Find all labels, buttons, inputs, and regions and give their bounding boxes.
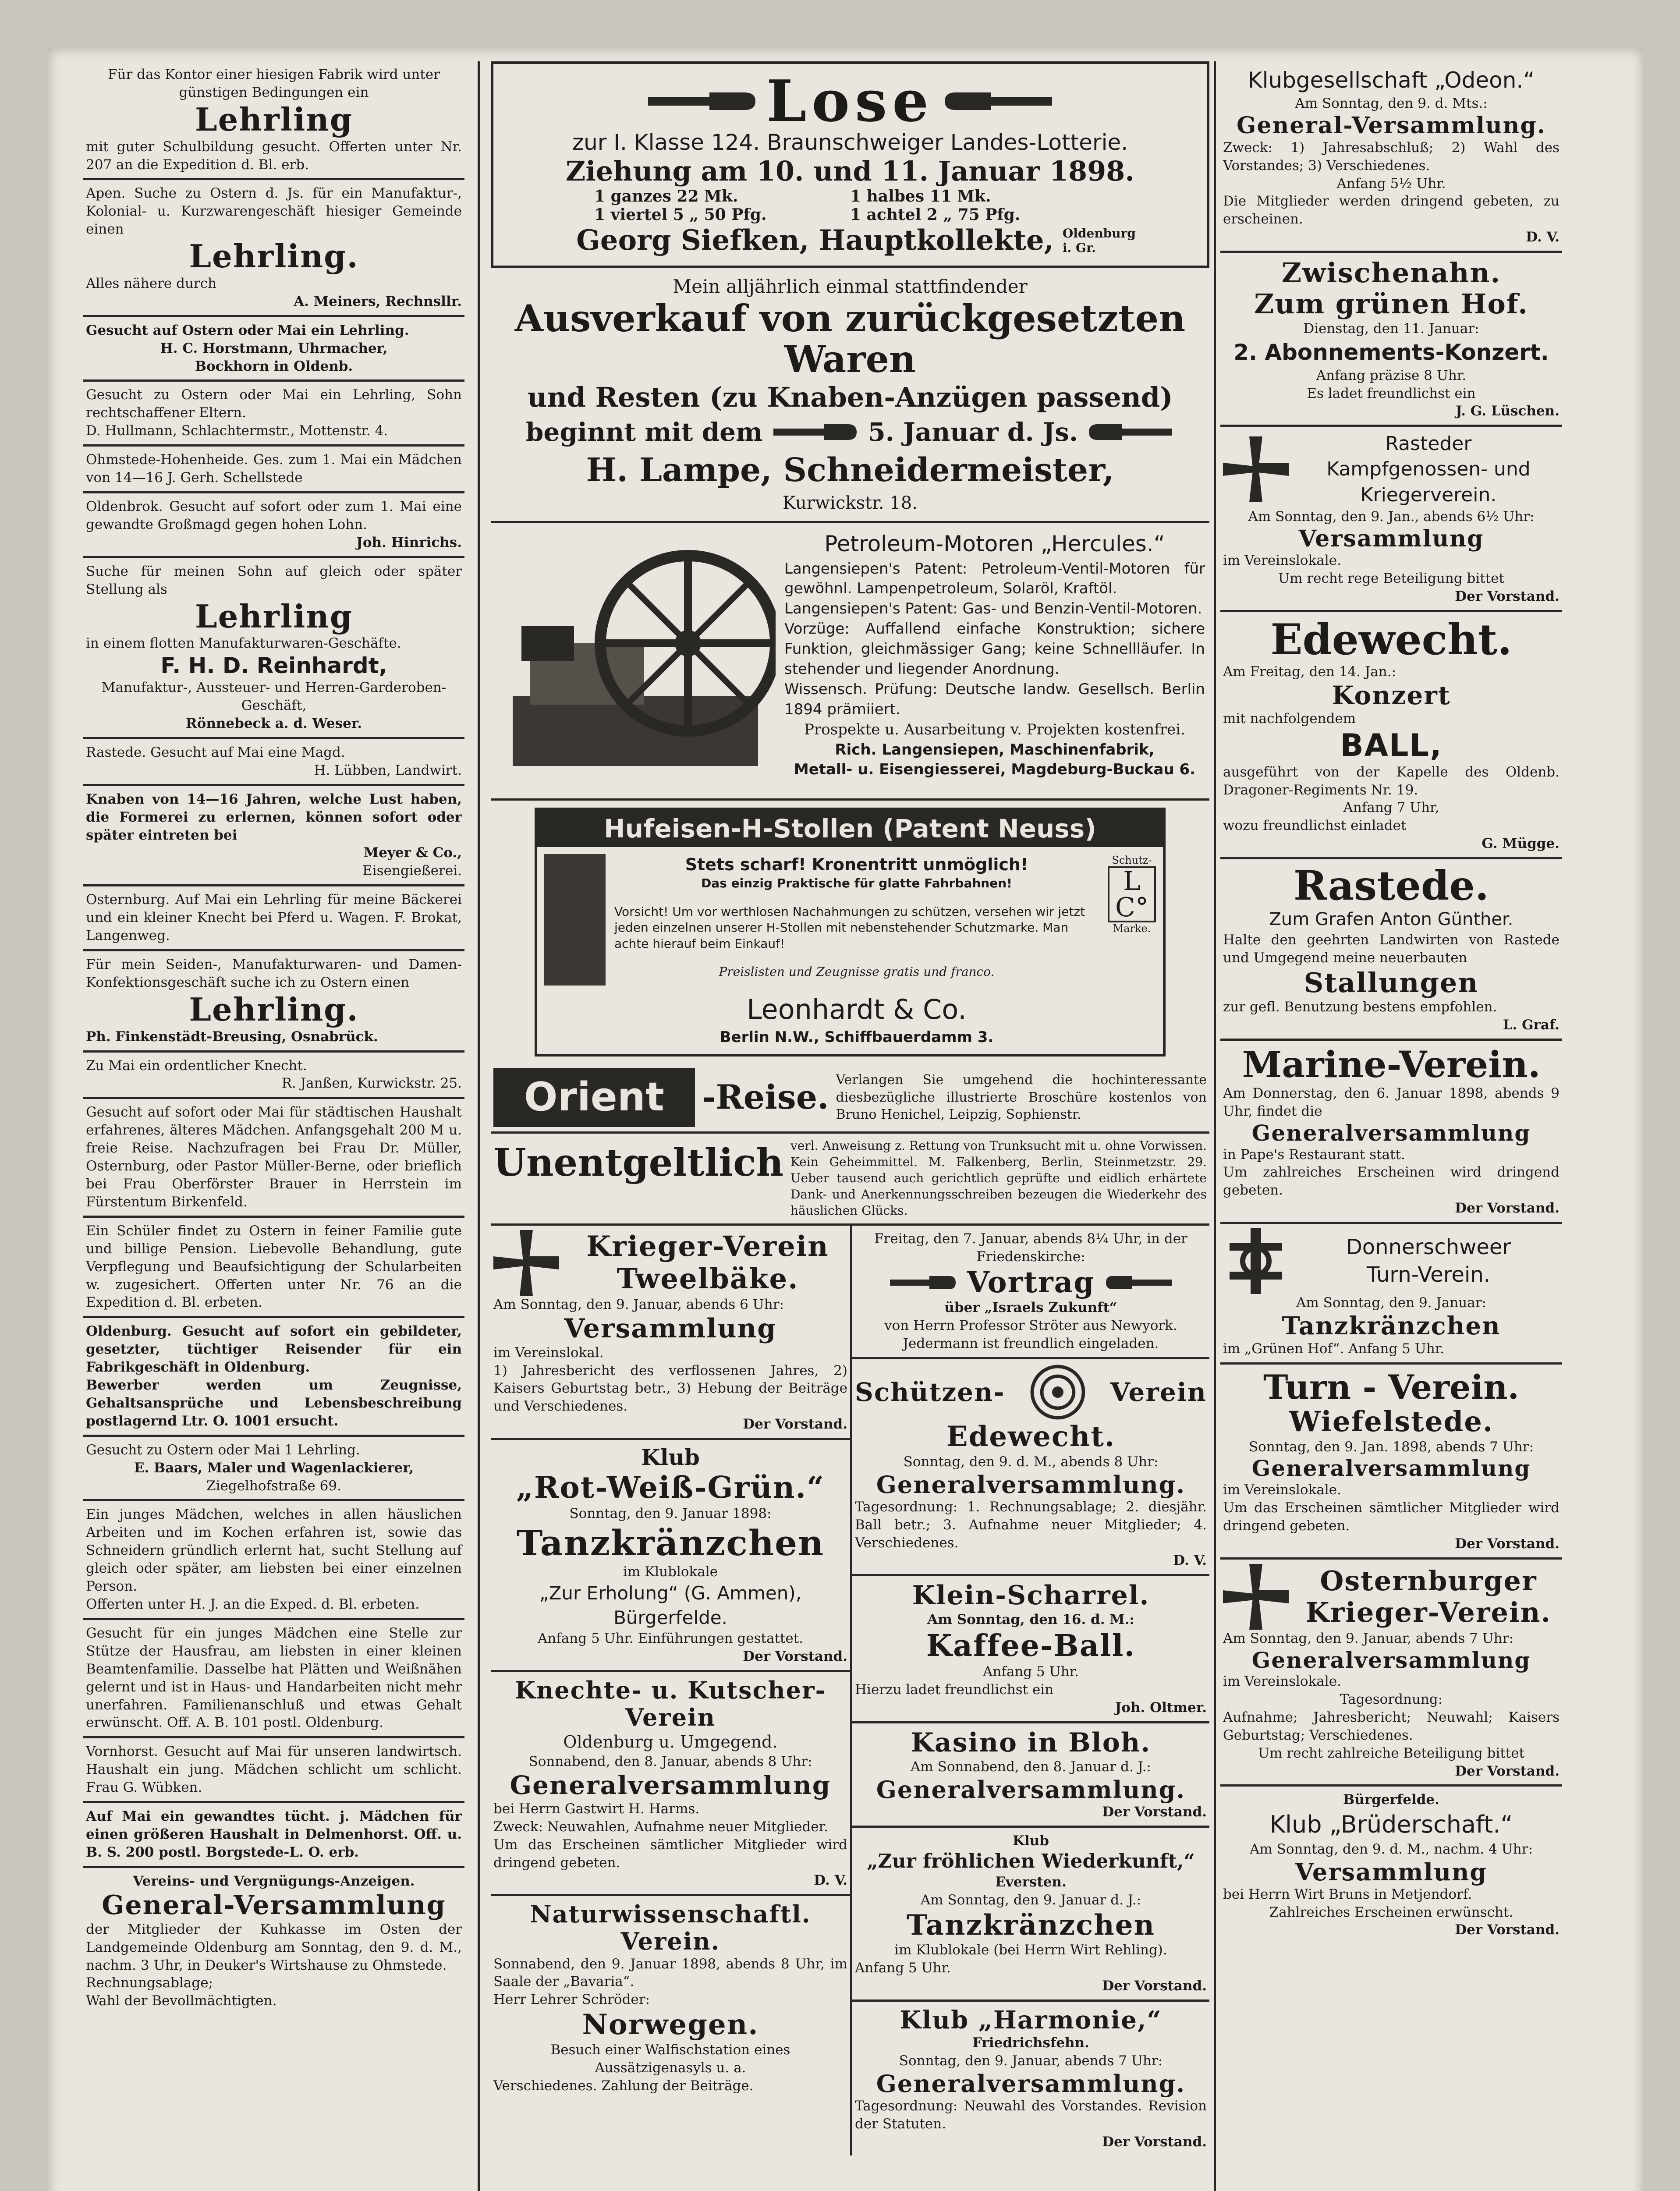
ad-donnerschweer-turnverein: Donnerschweer Turn-Verein. Am Sonntag, den 9. Januar: Tanzkränzchen im „Grünen Hof“. Anfang 5 Uhr. <box>1220 1224 1562 1365</box>
ad-marine-verein: Marine-Verein. Am Donnerstag, den 6. Januar 1898, abends 9 Uhr, findet die Generalversammlung in Pape's Restaurant statt. Um zahlreiches Erscheinen wird dringend gebeten. Der Vorstand. <box>1220 1041 1562 1224</box>
ad-knechte-verein: Knechte- u. Kutscher-Verein Oldenburg u. Umgegend. Sonnabend, den 8. Januar, abends 8 Uhr: Generalversammlung bei Herrn Gastwirt H. Harms. Zweck: Neuwahlen, Aufnahme neuer Mitglieder. Um das Erscheinen sämtlicher Mitglieder wird dringend gebeten. D. V. <box>491 1672 850 1896</box>
ad-reinhardt: Suche für meinen Sohn auf gleich oder später Stellung als Lehrling in einem flotten Manufakturwaren-Geschäfte. F. H. D. Reinhardt, Manufaktur-, Aussteuer- und Herren-Garderoben-Geschäft, Rönnebeck a. d. Weser. <box>83 558 464 739</box>
iron-cross-icon <box>1223 1564 1289 1630</box>
ad-unentgeltlich: Unentgeltlich verl. Anweisung z. Rettung von Trunksucht mit u. ohne Vorwissen. Kein Geheimmittel. M. Falkenberg, Berlin, Steinmetzstr. 29. Ueber tausend auch gerichtlich geprüfte und eidlich erhärtete Dank- und Anerkennungsschreiben bezeugen die Wiederkehr des häuslichen Glücks. <box>491 1134 1209 1226</box>
ad-horstmann: Gesucht auf Ostern oder Mai ein Lehrling. H. C. Horstmann, Uhrmacher, Bockhorn in Oldenb. <box>83 317 464 382</box>
ad-hullmann: Gesucht zu Ostern oder Mai ein Lehrling, Sohn rechtschaffener Eltern. D. Hullmann, Schlachtermstr., Mottenstr. 4. <box>83 382 464 447</box>
iron-cross-icon <box>1223 436 1289 502</box>
ad-brokat: Osternburg. Auf Mai ein Lehrling für meine Bäckerei und ein kleiner Knecht bei Pferd u. Wagen. F. Brokat, Langenweg. <box>83 886 464 951</box>
ad-froehliche-wiederkunft: Klub „Zur fröhlichen Wiederkunft,“ Eversten. Am Sonntag, den 9. Januar d. J.: Tanzkränzchen im Klublokale (bei Herrn Wirt Rehling). Anfang 5 Uhr. Der Vorstand. <box>852 1828 1209 2002</box>
ad-rasteder-kriegerverein: Rasteder Kampfgenossen- und Kriegerverein. Am Sonntag, den 9. Jan., abends 6½ Uhr: Versammlung im Vereinslokale. Um recht rege Beteiligung bittet Der Vorstand. <box>1220 427 1562 612</box>
column-rule-right <box>1214 61 1216 2191</box>
column-2-subcolumns <box>491 1226 1209 2156</box>
ad-pension: Ein Schüler findet zu Ostern in feiner Familie gute und billige Pension. Liebevolle Behandlung, gute Verpflegung und Beaufsichtigung der Schularbeiten w. zugesichert. Offerten unter Nr. 76 an die Expedition d. Bl. erbeten. <box>83 1218 464 1319</box>
iron-cross-icon <box>493 1230 559 1296</box>
ad-turnverein-wiefelstede: Turn - Verein. Wiefelstede. Sonntag, den 9. Jan. 1898, abends 7 Uhr: Generalversammlung im Vereinslokale. Um das Erscheinen sämtlicher Mitglieder wird dringend gebeten. Der Vorstand. <box>1220 1365 1562 1559</box>
pointing-hand-icon <box>1087 419 1174 445</box>
ad-lose-lotterie: Lose zur I. Klasse 124. Braunschweiger Landes-Lotterie. Ziehung am 10. und 11. Januar 1898. 1 ganzes 22 Mk. 1 halbes 11 Mk. 1 viertel 5 „ 50 Pfg. 1 achtel 2 „ 75 Pfg. Georg Siefken, Hauptkollekte, Oldenburg i. Gr. <box>491 61 1209 268</box>
column-2b <box>852 1226 1209 2156</box>
ad-hufeisen-stollen: Hufeisen-H-Stollen (Patent Neuss) Stets scharf! Kronentritt unmöglich! Das einzig Praktische für glatte Fahrbahnen! Vorsicht! Um vor werthlosen Nachahmungen zu schützen, versehen wir jetzt jeden einzelnen unserer H-Stollen mit nebenstehender Schutzmarke. Man achte hierauf beim Einkauf! Preislisten und Zeugnisse gratis und franco. Leonhardt & Co. Berlin N.W., Schiffbauerdamm 3. Schutz- L C° Marke. <box>535 808 1166 1057</box>
ad-janssen: Zu Mai ein ordentlicher Knecht. R. Janßen, Kurwickstr. 25. <box>83 1053 464 1099</box>
ad-vortrag: Freitag, den 7. Januar, abends 8¼ Uhr, in der Friedenskirche: Vortrag über „Israels Zukunft“ von Herrn Professor Ströter aus Newyork. Jedermann ist freundlich eingeladen. <box>852 1226 1209 1359</box>
ad-junges-maedchen: Ein junges Mädchen, welches in allen häuslichen Arbeiten und im Kochen erfahren ist, sowie das Schneidern gründlich erlernt hat, sucht Stellung auf gleich oder später, am liebsten bei einer einzelnen Person. Offerten unter H. J. an die Exped. d. Bl. erbeten. <box>83 1501 464 1620</box>
ad-finkenstaedt: Für mein Seiden-, Manufakturwaren- und Damen-Konfektionsgeschäft suche ich zu Ostern einen Lehrling. Ph. Finkenstädt-Breusing, Osnabrück. <box>83 951 464 1053</box>
motor-illustration-icon <box>495 529 776 792</box>
column-3 <box>1220 61 1562 1943</box>
ad-klein-scharrel: Klein-Scharrel. Am Sonntag, den 16. d. M.: Kaffee-Ball. Anfang 5 Uhr. Hierzu ladet freundlichst ein Joh. Oltmer. <box>852 1576 1209 1723</box>
ad-apen: Apen. Suche zu Ostern d. Js. für ein Manufaktur-, Kolonial- u. Kurzwarengeschäft hiesiger Gemeinde einen Lehrling. Alles nähere durch A. Meiners, Rechnsllr. <box>83 180 464 317</box>
ad-schuetzenverein: Schützen- Verein Edewecht. Sonntag, den 9. d. M., abends 8 Uhr: Generalversammlung. Tagesordnung: 1. Rechnungsablage; 2. diesjähr. Ball betr.; 3. Aufnahme neuer Mitglieder; 4. Verschiedenes. D. V. <box>852 1359 1209 1576</box>
column-1 <box>83 61 464 2014</box>
stollen-image-icon <box>544 854 606 986</box>
ad-lampe-ausverkauf: Mein alljährlich einmal stattfindender Ausverkauf von zurückgesetzten Waren und Resten (zu Knaben-Anzügen passend) beginnt mit dem 5. Januar d. Js. H. Lampe, Schneidermeister, Kurwickstr. 18. <box>491 268 1209 523</box>
pointing-hand-icon <box>888 1272 958 1294</box>
ad-hercules-motoren: Petroleum-Motoren „Hercules.“ Langensiepen's Patent: Petroleum-Ventil-Motoren für gewöhnl. Lampenpetroleum, Solaröl, Kraftöl. Langensiepen's Patent: Gas- und Benzin-Ventil-Motoren. Vorzüge: Auffallend einfache Konstruktion; sichere Funktion, gleichmässiger Gang; keine Schnellläufer. In stehender und liegender Anordnung. Wissensch. Prüfung: Deutsche landw. Gesellsch. Berlin 1894 prämiiert. Prospekte u. Ausarbeitung v. Projekten kostenfrei. Rich. Langensiepen, Maschinenfabrik, Metall- u. Eisengiesserei, Magdeburg-Buckau 6. <box>491 523 1209 801</box>
ad-edewecht-konzert: Edewecht. Am Freitag, den 14. Jan.: Konzert mit nachfolgendem BALL, ausgeführt von der Kapelle des Oldenb. Dragoner-Regiments Nr. 19. Anfang 7 Uhr, wozu freundlichst einladet G. Mügge. <box>1220 612 1562 859</box>
column-2a <box>491 1226 852 2156</box>
ad-zwischenahn: Zwischenahn. Zum grünen Hof. Dienstag, den 11. Januar: 2. Abonnements-Konzert. Anfang präzise 8 Uhr. Es ladet freundlichst ein J. G. Lüschen. <box>1220 253 1562 427</box>
pointing-hand-icon <box>771 419 859 445</box>
ad-klub-rot-weiss-gruen: Klub „Rot-Weiß-Grün.“ Sonntag, den 9. Januar 1898: Tanzkränzchen im Klublokale „Zur Erholung“ (G. Ammen), Bürgerfelde. Anfang 5 Uhr. Einführungen gestattet. Der Vorstand. <box>491 1440 850 1672</box>
ad-osternburger-kriegerverein: Osternburger Krieger-Verein. Am Sonntag, den 9. Januar, abends 7 Uhr: Generalversammlung im Vereinslokale. Tagesordnung: Aufnahme; Jahresbericht; Neuwahl; Kaisers Geburtstag; Verschiedenes. Um recht zahlreiche Beteiligung bittet Der Vorstand. <box>1220 1560 1562 1787</box>
ad-reisender: Oldenburg. Gesucht auf sofort ein gebildeter, gesetzter, tüchtiger Reisender für ein Fabrikgeschäft in Oldenburg. Bewerber werden um Zeugnisse, Gehaltsansprüche und Lebensbeschreibung postlagernd Ltr. O. 1001 ersucht. <box>83 1318 464 1436</box>
ad-maedchen-haushalt: Gesucht auf sofort oder Mai für städtischen Haushalt erfahrenes, älteres Mädchen. Anfangsgehalt 200 M u. freie Reise. Nachzufragen bei Frau Dr. Müller, Osternburg, oder Pastor Müller-Berne, oder brieflich bei Frau Oberförster Brauer in Herrstein im Fürstentum Birkenfeld. <box>83 1099 464 1217</box>
ad-baars: Gesucht zu Ostern oder Mai 1 Lehrling. E. Baars, Maler und Wagenlackierer, Ziegelhofstraße 69. <box>83 1437 464 1502</box>
ad-klub-harmonie: Klub „Harmonie,“ Friedrichsfehn. Sonntag, den 9. Januar, abends 7 Uhr: Generalversammlung. Tagesordnung: Neuwahl des Vorstandes. Revision der Statuten. Der Vorstand. <box>855 2005 1207 2150</box>
ad-luebben: Rastede. Gesucht auf Mai eine Magd. H. Lübben, Landwirt. <box>83 739 464 786</box>
ad-kuhkasse: Vereins- und Vergnügungs-Anzeigen. General-Versammlung der Mitglieder der Kuhkasse im Osten der Landgemeinde Oldenburg am Sonntag, den 9. d. M., nachm. 3 Uhr, in Deuker's Wirtshause zu Ohmstede. Rechnungsablage; Wahl der Bevollmächtigten. <box>86 1873 462 2009</box>
ad-meyer: Knaben von 14—16 Jahren, welche Lust haben, die Formerei zu erlernen, können sofort oder später eintreten bei Meyer & Co., Eisengießerei. <box>83 786 464 887</box>
ad-rastede-stallungen: Rastede. Zum Grafen Anton Günther. Halte den geehrten Landwirten von Rastede und Umgegend meine neuerbauten Stallungen zur gefl. Benutzung bestens empfohlen. L. Graf. <box>1220 859 1562 1041</box>
ad-delmenhorst: Auf Mai ein gewandtes tücht. j. Mädchen für einen größeren Haushalt in Delmenhorst. Off. u. B. S. 200 postl. Borgstede-L. O. erb. <box>83 1803 464 1868</box>
target-icon <box>1029 1364 1086 1421</box>
ad-krieger-tweelbaeke: Krieger-Verein Tweelbäke. Am Sonntag, den 9. Januar, abends 6 Uhr: Versammlung im Vereinslokal. 1) Jahresbericht des verflossenen Jahres, 2) Kaisers Geburtstag betr., 3) Hebung der Beiträge und Verschiedenes. Der Vorstand. <box>491 1226 850 1440</box>
schutzmarke-icon: L C° <box>1108 866 1156 922</box>
ad-klub-bruederschaft: Bürgerfelde. Klub „Brüderschaft.“ Am Sonntag, den 9. d. M., nachm. 4 Uhr: Versammlung bei Herrn Wirt Bruns in Metjendorf. Zahlreiches Erscheinen erwünscht. Der Vorstand. <box>1223 1792 1559 1938</box>
ad-ohmstede: Ohmstede-Hohenheide. Ges. zum 1. Mai ein Mädchen von 14—16 J. Gerh. Schellstede <box>83 447 464 493</box>
ad-naturwiss-verein: Naturwissenschaftl. Verein. Sonnabend, den 9. Januar 1898, abends 8 Uhr, im Saale der „Bavaria“. Herr Lehrer Schröder: Norwegen. Besuch einer Walfischstation eines Aussätzigenasyls u. a. Verschiedenes. Zahlung der Beiträge. <box>493 1900 847 2094</box>
pointing-hand-icon <box>1104 1272 1174 1294</box>
turner-cross-icon <box>1223 1228 1289 1294</box>
ad-stuetze-hausfrau: Gesucht für ein junges Mädchen eine Stelle zur Stütze der Hausfrau, am liebsten in einer kleinen Beamtenfamilie. Dasselbe hat Plätten und Weißnähen gelernt und ist in Haus- und Handarbeiten nicht mehr unerfahren. Familienanschluß und etwas Gehalt erwünscht. Off. A. B. 101 postl. Oldenburg. <box>83 1620 464 1738</box>
column-rule-left <box>478 61 480 2191</box>
pointing-hand-icon <box>644 84 758 119</box>
ad-oldenbrok: Oldenbrok. Gesucht auf sofort oder zum 1. Mai eine gewandte Großmagd gegen hohen Lohn. Joh. Hinrichs. <box>83 493 464 558</box>
pointing-hand-icon <box>943 84 1056 119</box>
ad-odeon: Klubgesellschaft „Odeon.“ Am Sonntag, den 9. d. Mts.: General-Versammlung. Zweck: 1) Jahresabschluß; 2) Wahl des Vorstandes; 3) Verschiedenes. Anfang 5½ Uhr. Die Mitglieder werden dringend gebeten, zu erscheinen. D. V. <box>1220 61 1562 253</box>
ad-kasino-bloh: Kasino in Bloh. Am Sonnabend, den 8. Januar d. J.: Generalversammlung. Der Vorstand. <box>852 1723 1209 1828</box>
column-2 <box>491 61 1209 2156</box>
ad-orient-reise: Orient -Reise. Verlangen Sie umgehend die hochinteressante diesbezügliche illustrierte Broschüre kostenlos von Bruno Henichel, Leipzig, Sophienstr. <box>491 1064 1209 1134</box>
ad-lehrling-kontor: Für das Kontor einer hiesigen Fabrik wird unter günstigen Bedingungen ein Lehrling mit guter Schulbildung gesucht. Offerten unter Nr. 207 an die Expedition d. Bl. erb. <box>83 61 464 180</box>
ad-vornhorst: Vornhorst. Gesucht auf Mai für unseren landwirtsch. Haushalt ein jung. Mädchen schlicht um schlicht. Frau G. Wübken. <box>83 1738 464 1803</box>
